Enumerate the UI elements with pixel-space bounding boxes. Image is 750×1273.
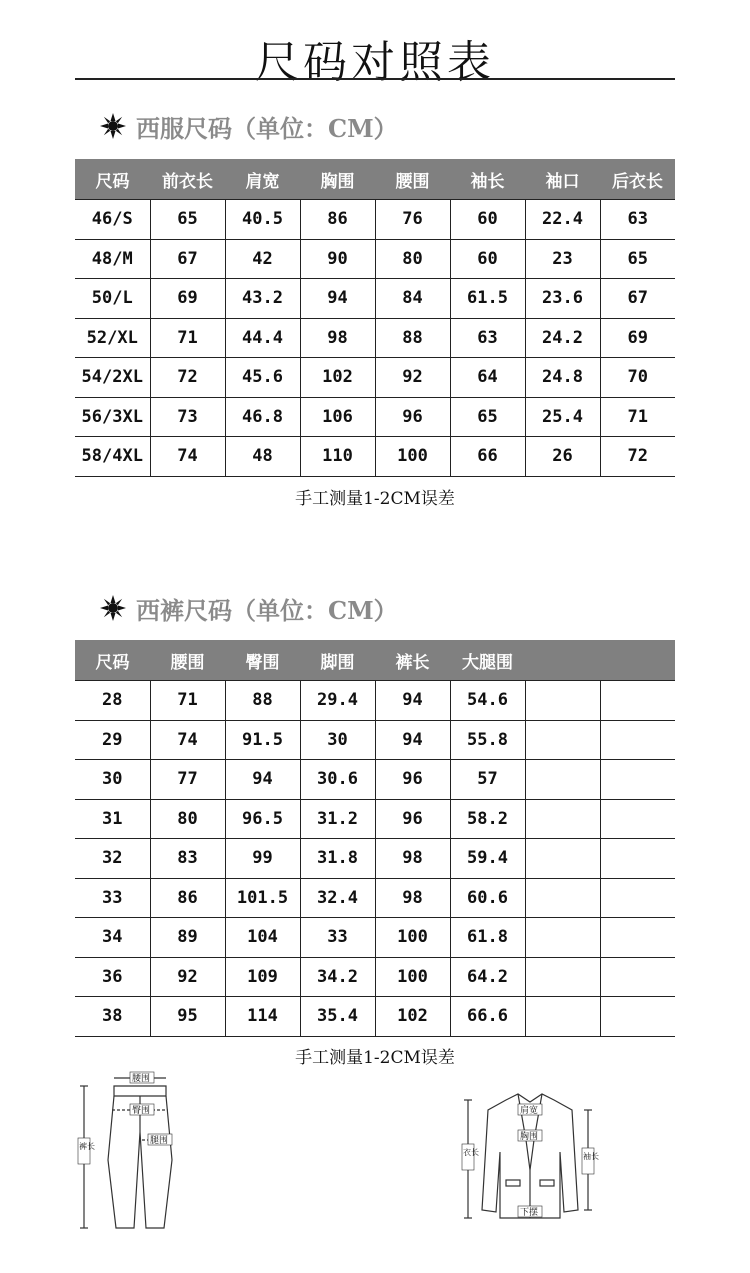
table-row [75, 839, 675, 879]
table-cell: 67 [150, 239, 225, 279]
jacket-size-table [75, 159, 675, 477]
table-cell: 57 [450, 760, 525, 800]
table-cell: 48/M [75, 239, 150, 279]
table-cell: 40.5 [225, 200, 300, 240]
jacket-section-heading [98, 108, 398, 144]
table-cell: 46/S [75, 200, 150, 240]
table-cell: 86 [300, 200, 375, 240]
table-cell: 33 [300, 918, 375, 958]
column-header: 裤长 [375, 640, 450, 681]
table-cell: 94 [375, 681, 450, 721]
table-cell: 55.8 [450, 720, 525, 760]
table-cell: 52/XL [75, 318, 150, 358]
table-cell: 92 [375, 358, 450, 398]
table-cell: 58.2 [450, 799, 525, 839]
table-cell: 90 [300, 239, 375, 279]
table-row [75, 200, 675, 240]
table-cell: 102 [375, 997, 450, 1037]
table-cell: 80 [150, 799, 225, 839]
table-cell: 98 [375, 878, 450, 918]
table-row [75, 318, 675, 358]
table-row [75, 397, 675, 437]
table-cell: 89 [150, 918, 225, 958]
table-cell: 35.4 [300, 997, 375, 1037]
jacket-hem-label: 下摆 [520, 1208, 539, 1218]
pants-section-title: 西裤尺码（单位：CM） [136, 595, 398, 625]
table-cell: 94 [375, 720, 450, 760]
table-cell: 60.6 [450, 878, 525, 918]
table-cell [525, 918, 600, 958]
table-cell: 77 [150, 760, 225, 800]
table-cell: 88 [225, 681, 300, 721]
table-cell [525, 957, 600, 997]
table-cell [600, 997, 675, 1037]
table-cell [600, 878, 675, 918]
column-header: 尺码 [75, 159, 150, 200]
table-cell: 114 [225, 997, 300, 1037]
table-cell: 45.6 [225, 358, 300, 398]
table-cell: 64 [450, 358, 525, 398]
table-cell: 96 [375, 397, 450, 437]
table-cell: 32 [75, 839, 150, 879]
table-cell: 83 [150, 839, 225, 879]
table-cell [525, 760, 600, 800]
table-cell: 48 [225, 437, 300, 477]
table-cell: 60 [450, 200, 525, 240]
table-cell: 31 [75, 799, 150, 839]
table-cell: 96.5 [225, 799, 300, 839]
table-cell: 24.2 [525, 318, 600, 358]
table-header-row [75, 159, 675, 200]
pants-section-heading [98, 590, 398, 626]
asterisk-star-icon [98, 593, 128, 623]
page-title: 尺码对照表 [255, 37, 495, 88]
table-cell [525, 681, 600, 721]
table-cell: 58/4XL [75, 437, 150, 477]
table-cell: 32.4 [300, 878, 375, 918]
table-row [75, 720, 675, 760]
table-cell: 100 [375, 437, 450, 477]
table-cell: 76 [375, 200, 450, 240]
table-cell: 23 [525, 239, 600, 279]
table-row [75, 878, 675, 918]
pants-thigh-label: 腿围 [150, 1136, 169, 1146]
table-cell [600, 957, 675, 997]
table-cell: 92 [150, 957, 225, 997]
table-row [75, 799, 675, 839]
table-cell: 44.4 [225, 318, 300, 358]
pants-measurement-note: 手工测量1-2CM误差 [295, 1048, 455, 1068]
table-cell: 29 [75, 720, 150, 760]
column-header: 脚围 [300, 640, 375, 681]
table-cell: 74 [150, 437, 225, 477]
table-cell: 94 [225, 760, 300, 800]
table-cell [600, 918, 675, 958]
table-cell [600, 760, 675, 800]
table-cell: 101.5 [225, 878, 300, 918]
table-row [75, 760, 675, 800]
table-cell: 50/L [75, 279, 150, 319]
table-cell: 66.6 [450, 997, 525, 1037]
table-cell: 38 [75, 997, 150, 1037]
table-cell [525, 720, 600, 760]
table-cell: 72 [150, 358, 225, 398]
table-row [75, 918, 675, 958]
table-cell: 46.8 [225, 397, 300, 437]
table-cell: 65 [450, 397, 525, 437]
table-cell: 98 [375, 839, 450, 879]
table-cell: 28 [75, 681, 150, 721]
table-cell: 88 [375, 318, 450, 358]
column-header: 袖口 [525, 159, 600, 200]
table-cell: 106 [300, 397, 375, 437]
column-header: 袖长 [450, 159, 525, 200]
table-cell [600, 681, 675, 721]
table-row [75, 681, 675, 721]
pants-measurement-diagram [70, 1070, 200, 1240]
jacket-shoulder-label: 肩宽 [520, 1106, 539, 1116]
table-cell: 84 [375, 279, 450, 319]
table-cell: 31.8 [300, 839, 375, 879]
table-cell: 98 [300, 318, 375, 358]
table-cell: 71 [150, 318, 225, 358]
table-cell: 100 [375, 957, 450, 997]
table-cell: 22.4 [525, 200, 600, 240]
table-cell: 25.4 [525, 397, 600, 437]
table-cell: 24.8 [525, 358, 600, 398]
table-cell: 95 [150, 997, 225, 1037]
table-row [75, 239, 675, 279]
column-header: 肩宽 [225, 159, 300, 200]
table-cell: 64.2 [450, 957, 525, 997]
table-cell: 65 [600, 239, 675, 279]
table-cell: 30 [300, 720, 375, 760]
table-cell [525, 997, 600, 1037]
table-cell: 91.5 [225, 720, 300, 760]
table-row [75, 358, 675, 398]
table-cell: 42 [225, 239, 300, 279]
table-cell: 56/3XL [75, 397, 150, 437]
table-cell: 33 [75, 878, 150, 918]
table-cell: 73 [150, 397, 225, 437]
table-cell: 100 [375, 918, 450, 958]
pants-length-label: 裤长 [79, 1142, 95, 1151]
table-cell: 66 [450, 437, 525, 477]
table-cell: 99 [225, 839, 300, 879]
column-header: 尺码 [75, 640, 150, 681]
table-cell: 109 [225, 957, 300, 997]
table-cell: 26 [525, 437, 600, 477]
jacket-section-title: 西服尺码（单位：CM） [136, 113, 398, 143]
table-cell: 63 [450, 318, 525, 358]
jacket-length-label: 衣长 [463, 1148, 479, 1157]
table-cell: 30.6 [300, 760, 375, 800]
table-cell: 61.8 [450, 918, 525, 958]
table-cell: 96 [375, 799, 450, 839]
column-header [525, 640, 600, 681]
table-cell [600, 799, 675, 839]
table-cell: 59.4 [450, 839, 525, 879]
table-cell: 43.2 [225, 279, 300, 319]
table-cell: 70 [600, 358, 675, 398]
column-header: 腰围 [150, 640, 225, 681]
pants-waist-label: 腰围 [132, 1074, 151, 1084]
table-cell: 96 [375, 760, 450, 800]
asterisk-star-icon [98, 111, 128, 141]
table-cell: 74 [150, 720, 225, 760]
table-cell [525, 799, 600, 839]
table-cell: 94 [300, 279, 375, 319]
table-cell: 69 [600, 318, 675, 358]
table-cell: 69 [150, 279, 225, 319]
jacket-sleeve-label: 袖长 [583, 1152, 599, 1161]
table-cell: 80 [375, 239, 450, 279]
column-header: 腰围 [375, 159, 450, 200]
table-row [75, 437, 675, 477]
table-header-row [75, 640, 675, 681]
column-header [600, 640, 675, 681]
table-cell: 72 [600, 437, 675, 477]
title-divider [75, 78, 675, 80]
column-header: 胸围 [300, 159, 375, 200]
table-cell [525, 839, 600, 879]
jacket-chest-label: 胸围 [520, 1132, 539, 1142]
table-cell: 61.5 [450, 279, 525, 319]
table-cell: 54/2XL [75, 358, 150, 398]
table-cell: 63 [600, 200, 675, 240]
table-cell: 29.4 [300, 681, 375, 721]
table-cell [525, 878, 600, 918]
table-cell [600, 720, 675, 760]
table-cell: 102 [300, 358, 375, 398]
column-header: 臀围 [225, 640, 300, 681]
table-cell: 23.6 [525, 279, 600, 319]
pants-size-table [75, 640, 675, 1037]
column-header: 后衣长 [600, 159, 675, 200]
table-cell: 31.2 [300, 799, 375, 839]
table-cell: 67 [600, 279, 675, 319]
table-cell: 34.2 [300, 957, 375, 997]
table-row [75, 997, 675, 1037]
jacket-measurement-note: 手工测量1-2CM误差 [295, 489, 455, 509]
column-header: 前衣长 [150, 159, 225, 200]
table-cell [600, 839, 675, 879]
table-cell: 86 [150, 878, 225, 918]
table-cell: 60 [450, 239, 525, 279]
table-cell: 110 [300, 437, 375, 477]
table-cell: 30 [75, 760, 150, 800]
table-cell: 71 [150, 681, 225, 721]
pants-hip-label: 臀围 [132, 1106, 151, 1116]
table-row [75, 957, 675, 997]
table-cell: 34 [75, 918, 150, 958]
table-cell: 54.6 [450, 681, 525, 721]
jacket-measurement-diagram [460, 1080, 600, 1230]
table-cell: 104 [225, 918, 300, 958]
table-row [75, 279, 675, 319]
table-cell: 36 [75, 957, 150, 997]
table-cell: 71 [600, 397, 675, 437]
table-cell: 65 [150, 200, 225, 240]
column-header: 大腿围 [450, 640, 525, 681]
